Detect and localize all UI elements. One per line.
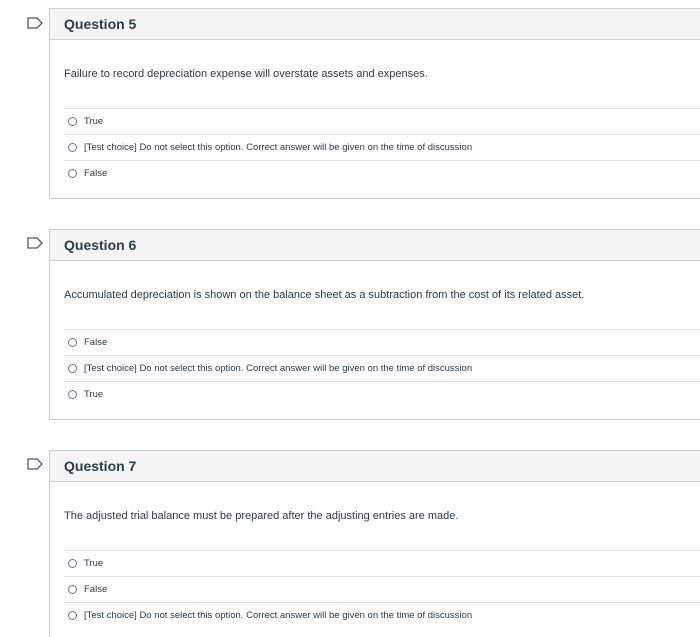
bookmark-flag-icon[interactable] bbox=[27, 237, 43, 249]
answer-option[interactable] bbox=[64, 134, 700, 160]
question-card bbox=[49, 229, 700, 420]
answer-list bbox=[64, 329, 700, 407]
question-title: Question 5 bbox=[64, 16, 137, 32]
question-card bbox=[49, 8, 700, 199]
question-card bbox=[49, 450, 700, 637]
answer-label: True bbox=[84, 389, 104, 400]
bookmark-flag-icon[interactable] bbox=[27, 17, 43, 29]
radio-button[interactable] bbox=[68, 364, 77, 373]
answer-option[interactable] bbox=[64, 550, 700, 576]
question-header bbox=[50, 9, 700, 40]
radio-button[interactable] bbox=[68, 559, 77, 568]
answer-list bbox=[64, 550, 700, 628]
question-title: Question 7 bbox=[64, 458, 137, 474]
answer-label: [Test choice] Do not select this option. Correct answer will be given on the time of discussion bbox=[84, 610, 473, 621]
answer-label: [Test choice] Do not select this option. Correct answer will be given on the time of discussion bbox=[84, 142, 473, 153]
answer-label: False bbox=[84, 337, 108, 348]
answer-option[interactable] bbox=[64, 355, 700, 381]
answer-option[interactable] bbox=[64, 108, 700, 134]
answer-label: False bbox=[84, 584, 108, 595]
question-title: Question 6 bbox=[64, 237, 137, 253]
radio-button[interactable] bbox=[68, 117, 77, 126]
question-header bbox=[50, 230, 700, 261]
radio-button[interactable] bbox=[68, 338, 77, 347]
radio-button[interactable] bbox=[68, 143, 77, 152]
answer-option[interactable] bbox=[64, 602, 700, 628]
bookmark-flag-icon[interactable] bbox=[27, 458, 43, 470]
answer-label: True bbox=[84, 116, 104, 127]
radio-button[interactable] bbox=[68, 585, 77, 594]
answer-label: [Test choice] Do not select this option. Correct answer will be given on the time of discussion bbox=[84, 363, 473, 374]
answer-option[interactable] bbox=[64, 160, 700, 186]
question-header bbox=[50, 451, 700, 482]
answer-option[interactable] bbox=[64, 381, 700, 407]
answer-label: True bbox=[84, 558, 104, 569]
answer-label: False bbox=[84, 168, 108, 179]
question-text: Accumulated depreciation is shown on the balance sheet as a subtraction from the cost of its related asset. bbox=[64, 289, 585, 301]
answer-list bbox=[64, 108, 700, 186]
radio-button[interactable] bbox=[68, 169, 77, 178]
radio-button[interactable] bbox=[68, 611, 77, 620]
radio-button[interactable] bbox=[68, 390, 77, 399]
answer-option[interactable] bbox=[64, 576, 700, 602]
question-text: Failure to record depreciation expense will overstate assets and expenses. bbox=[64, 68, 428, 80]
question-text: The adjusted trial balance must be prepared after the adjusting entries are made. bbox=[64, 510, 459, 522]
answer-option[interactable] bbox=[64, 329, 700, 355]
